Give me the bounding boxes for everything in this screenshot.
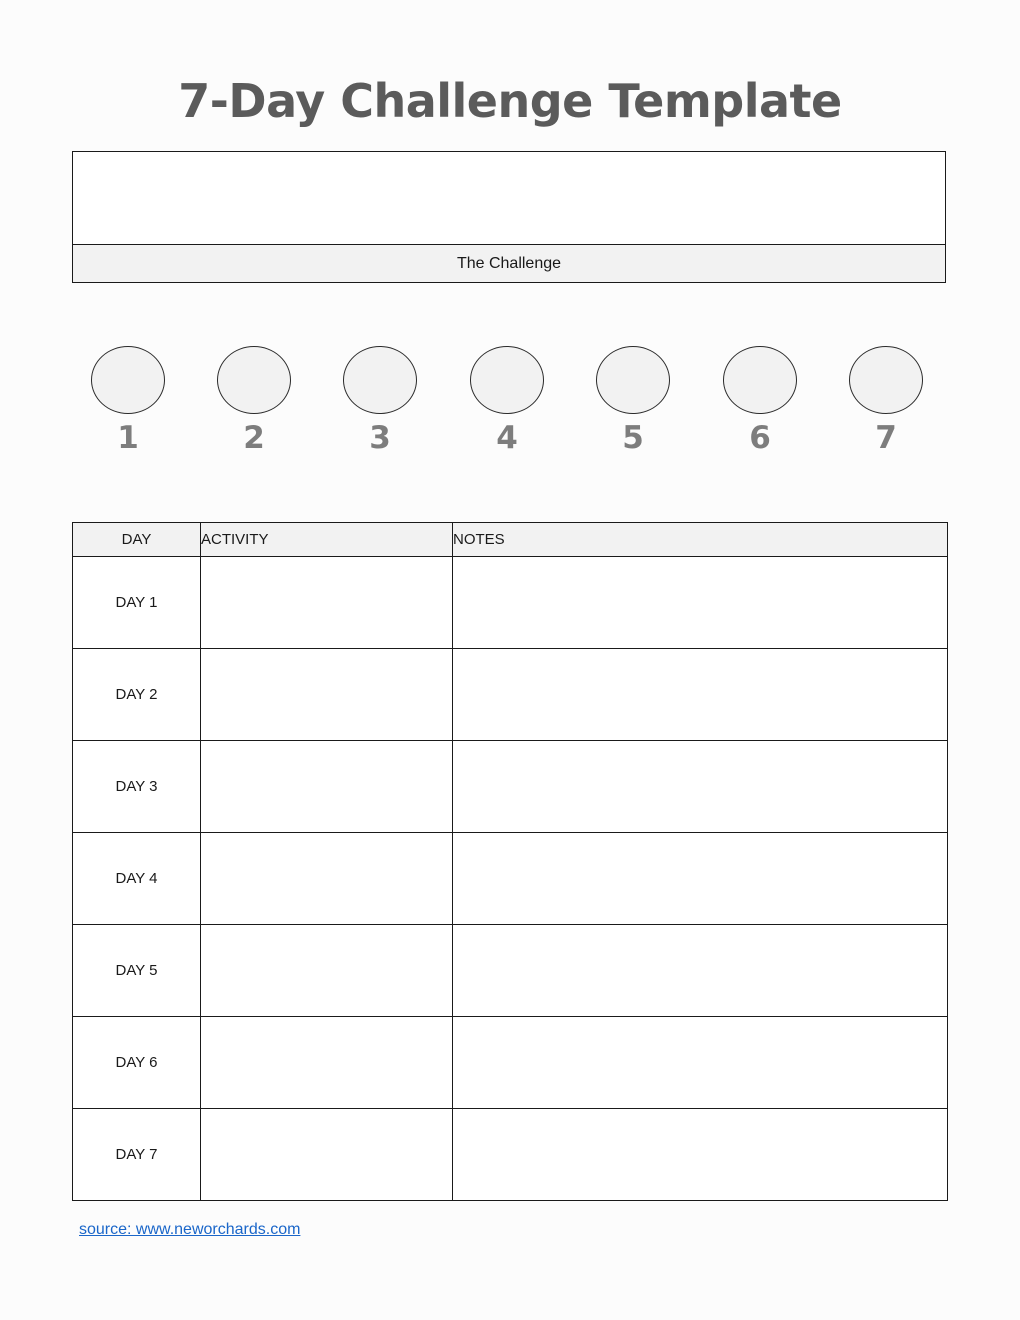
- circle-icon-3[interactable]: [343, 346, 417, 414]
- source-link[interactable]: source: www.neworchards.com: [79, 1221, 301, 1238]
- table-row: [73, 925, 948, 1017]
- day-activity-table: [72, 522, 948, 1201]
- table-header-row: [73, 523, 948, 557]
- day-circle-label-6: 6: [749, 420, 771, 456]
- column-header-activity: ACTIVITY: [201, 523, 453, 557]
- day-circle-label-5: 5: [622, 420, 644, 456]
- challenge-box: [72, 151, 946, 283]
- day-circle-label-3: 3: [369, 420, 391, 456]
- day-circles-tracker: [72, 344, 948, 464]
- challenge-caption-label: The Challenge: [73, 244, 945, 282]
- table-row: [73, 649, 948, 741]
- day-circle-3[interactable]: [324, 344, 436, 464]
- circle-icon-7[interactable]: [849, 346, 923, 414]
- circle-icon-5[interactable]: [596, 346, 670, 414]
- activity-cell-7[interactable]: [201, 1109, 453, 1201]
- day-circle-label-2: 2: [243, 420, 265, 456]
- day-circle-1[interactable]: [72, 344, 184, 464]
- day-circle-6[interactable]: [704, 344, 816, 464]
- day-label-4: DAY 4: [73, 833, 201, 925]
- day-label-7: DAY 7: [73, 1109, 201, 1201]
- table-row: [73, 833, 948, 925]
- day-circle-2[interactable]: [198, 344, 310, 464]
- activity-cell-5[interactable]: [201, 925, 453, 1017]
- day-circle-label-4: 4: [496, 420, 518, 456]
- notes-cell-3[interactable]: [453, 741, 948, 833]
- day-label-1: DAY 1: [73, 557, 201, 649]
- day-circle-7[interactable]: [830, 344, 942, 464]
- day-circle-5[interactable]: [577, 344, 689, 464]
- day-circle-label-7: 7: [875, 420, 897, 456]
- activity-cell-4[interactable]: [201, 833, 453, 925]
- activity-cell-2[interactable]: [201, 649, 453, 741]
- activity-cell-6[interactable]: [201, 1017, 453, 1109]
- circle-icon-4[interactable]: [470, 346, 544, 414]
- notes-cell-4[interactable]: [453, 833, 948, 925]
- day-circle-4[interactable]: [451, 344, 563, 464]
- column-header-day: DAY: [73, 523, 201, 557]
- notes-cell-2[interactable]: [453, 649, 948, 741]
- day-label-6: DAY 6: [73, 1017, 201, 1109]
- table-row: [73, 741, 948, 833]
- day-circle-label-1: 1: [117, 420, 139, 456]
- day-label-5: DAY 5: [73, 925, 201, 1017]
- circle-icon-1[interactable]: [91, 346, 165, 414]
- table-row: [73, 1109, 948, 1201]
- circle-icon-2[interactable]: [217, 346, 291, 414]
- table-row: [73, 1017, 948, 1109]
- day-label-3: DAY 3: [73, 741, 201, 833]
- page-title: 7-Day Challenge Template: [178, 74, 842, 128]
- notes-cell-1[interactable]: [453, 557, 948, 649]
- challenge-description-field[interactable]: [73, 152, 945, 244]
- day-label-2: DAY 2: [73, 649, 201, 741]
- column-header-notes: NOTES: [453, 523, 948, 557]
- table-row: [73, 557, 948, 649]
- notes-cell-6[interactable]: [453, 1017, 948, 1109]
- activity-cell-3[interactable]: [201, 741, 453, 833]
- activity-cell-1[interactable]: [201, 557, 453, 649]
- notes-cell-7[interactable]: [453, 1109, 948, 1201]
- circle-icon-6[interactable]: [723, 346, 797, 414]
- notes-cell-5[interactable]: [453, 925, 948, 1017]
